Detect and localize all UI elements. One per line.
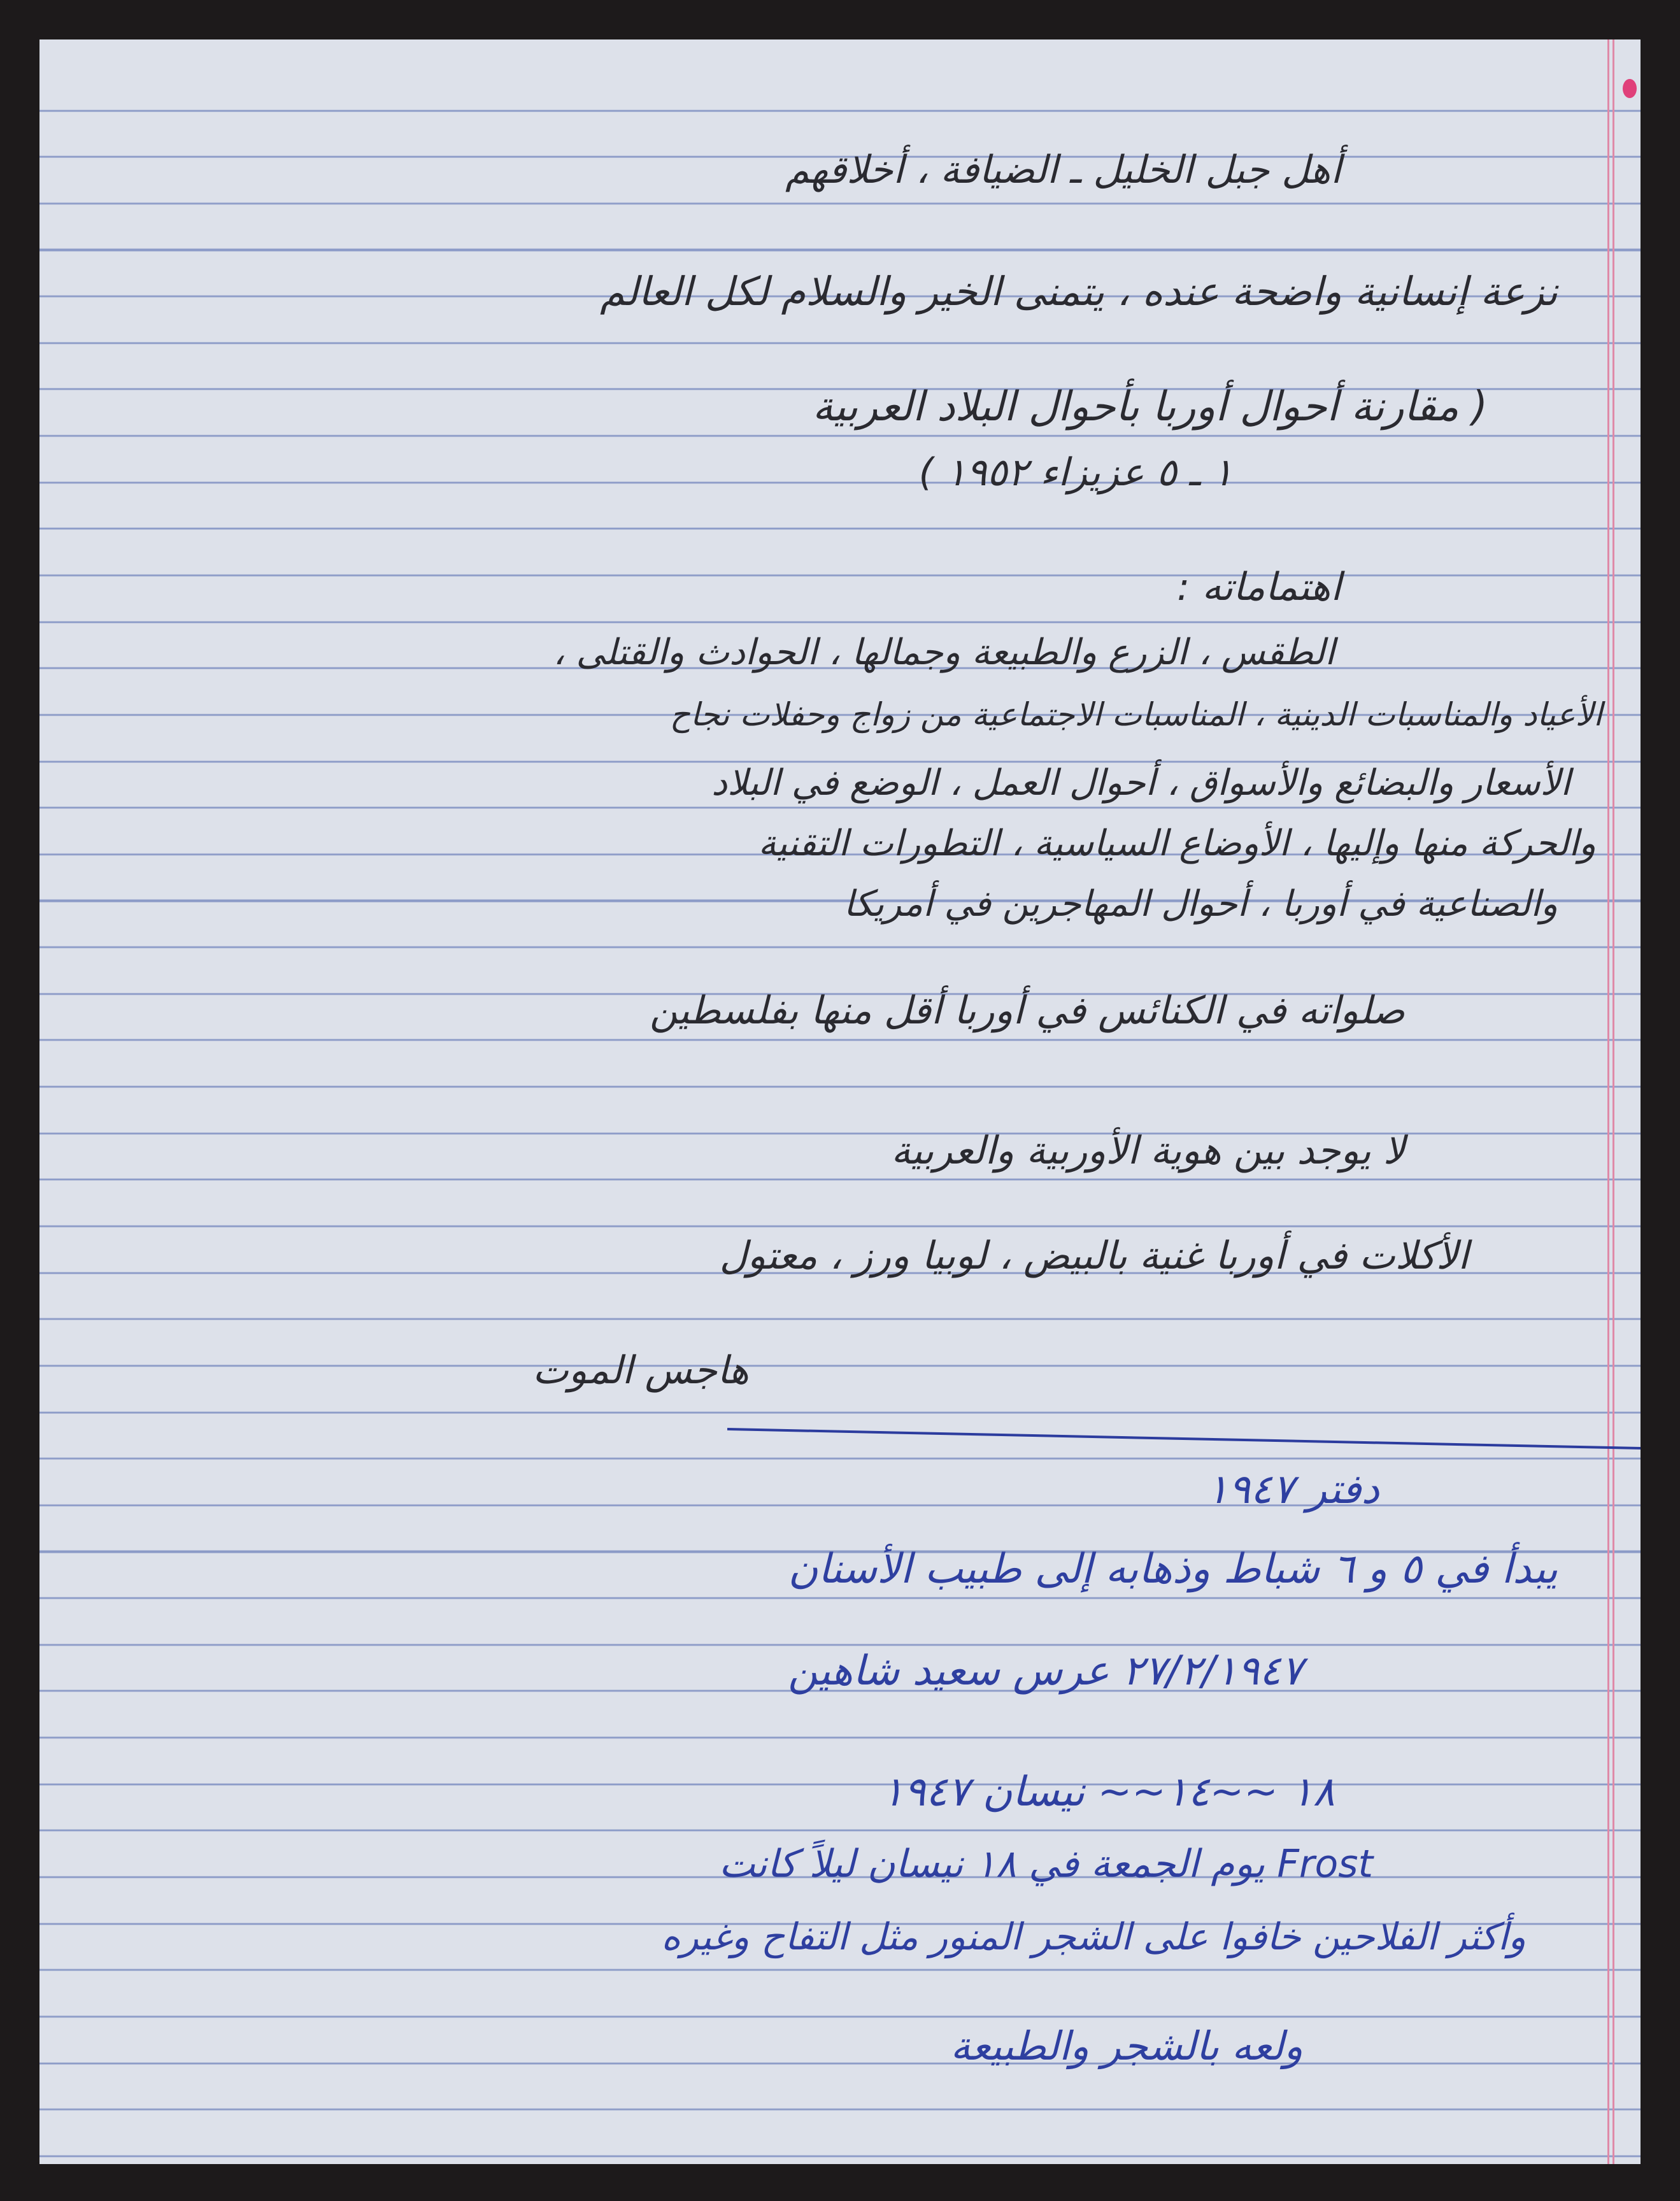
handwritten-line: ( مقارنة أحوال أوربا بأحوال البلاد العربية [812, 383, 1488, 431]
handwritten-line: يبدأ في ٥ و ٦ شباط وذهابه إلى طبيب الأسنان [788, 1546, 1558, 1593]
notebook-page [39, 39, 1641, 2164]
divider-line [727, 1428, 1641, 1450]
handwritten-line: صلواته في الكنائس في أوربا أقل منها بفلسطين [650, 988, 1405, 1033]
handwritten-line: نزعة إنسانية واضحة عنده ، يتمنى الخير والسلام لكل العالم [600, 268, 1558, 315]
handwritten-line: ١٨ ~~١٤~~ نيسان ١٩٤٧ [881, 1769, 1335, 1816]
handwritten-line: ٢٧/٢/١٩٤٧ عرس سعيد شاهين [788, 1648, 1303, 1695]
handwritten-line: ولعه بالشجر والطبيعة [950, 2023, 1303, 2069]
handwritten-line: والحركة منها وإليها ، الأوضاع السياسية ، التطورات التقنية [758, 823, 1596, 864]
margin-line [1612, 39, 1614, 2164]
handwritten-line: الطقس ، الزرع والطبيعة وجمالها ، الحوادث والقتلى ، [553, 632, 1335, 673]
handwritten-line: Frost يوم الجمعة في ١٨ نيسان ليلاً كانت [719, 1842, 1373, 1886]
handwritten-line: لا يوجد بين هوية الأوربية والعربية [891, 1129, 1405, 1173]
ink-mark [1623, 79, 1637, 98]
handwritten-line: وأكثر الفلاحين خافوا على الشجر المنور مثل التفاح وغيره [661, 1915, 1526, 1958]
handwritten-line: هاجس الموت [532, 1348, 749, 1393]
margin-line [1607, 39, 1609, 2164]
handwritten-line: الأكلات في أوربا غنية بالبيض ، لوبيا ورز ، معتول [719, 1234, 1469, 1278]
handwritten-line: ١ ـ ٥ عزيزاء ١٩٥٢ ) [918, 450, 1233, 495]
handwritten-line: دفتر ١٩٤٧ [1206, 1466, 1379, 1513]
handwritten-line: اهتماماته : [1177, 565, 1341, 609]
handwritten-line: والصناعية في أوربا ، أحوال المهاجرين في أمريكا [843, 883, 1558, 925]
handwritten-line: الأسعار والبضائع والأسواق ، أحوال العمل ، الوضع في البلاد [711, 762, 1570, 804]
handwritten-line: أهل جبل الخليل ـ الضيافة ، أخلاقهم [785, 148, 1341, 192]
handwritten-line: الأعياد والمناسبات الدينية ، المناسبات الاجتماعية من زواج وحفلات نجاح [669, 696, 1602, 733]
